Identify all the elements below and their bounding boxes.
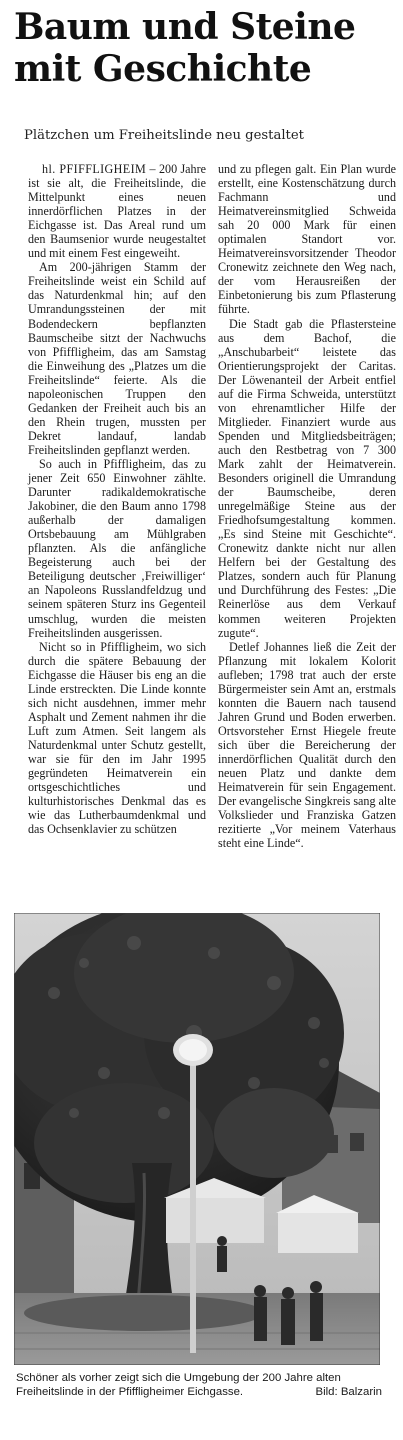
article-column-left — [28, 162, 206, 836]
photo-credit: Bild: Balzarin — [315, 1386, 382, 1398]
paragraph-3: So auch in Pfiffligheim, das zu jener Zeit 650 Einwohner zählte. Darunter radikaldemokratische Jakobiner, die den Baum anno 1798 außerhalb der damaligen Ortsbebauung am Mühlgraben pflanzten. Als die anfängliche Begeisterung auch bei der Beteiligung deutscher ‚Freiwilliger‘ an Napoleons Russlandfeldzug und seinem späteren Sturz ins Gegenteil umschlug, wurden die meisten Freiheitslinden ausgerissen. — [28, 456, 206, 640]
headline-line-2: mit Geschichte — [14, 48, 312, 90]
paragraph-5: und zu pflegen galt. Ein Plan wurde erstellt, eine Kostenschätzung durch Fachmann und Heimatvereinsmitglied Schweida sah 20 000 Mark für einen optimalen Standort vor. Heimatvereinsvorsitzender Theodor Cronewitz zeichnete den Weg nach, der vom Herausreißen der Einbetonierung bis zum Pflasterung führte. — [218, 162, 396, 317]
paragraph-1-text: – 200 Jahre ist sie alt, die Freiheitslinde, die Mittelpunkt eines neuen innerdörflichen Platzes in der Eichgasse ist. Das Areal rund um den Baumsenior wurde neugestaltet und mit einem Fest eingeweiht. — [28, 162, 206, 261]
caption-line-2: Freiheitslinde in der Pfiffligheimer Eichgasse. — [16, 1386, 244, 1398]
article-photo — [14, 913, 380, 1365]
article-column-right — [218, 162, 396, 850]
photo-caption — [16, 1371, 382, 1399]
paragraph-6: Die Stadt gab die Pflastersteine aus dem Bachof, die „Anschubarbeit“ leistete das Orientierungsprojekt der Caritas. Der Löwenanteil der Arbeit entfiel auf die Firma Schweida, unterstützt von ehrenamtlicher Hilfe der Mitglieder. Finanziert wurde aus Spenden und Mitgliedsbeiträgen; auch den Restbetrag von 7 300 Mark zahlt der Heimatverein. Besonders originell die Umrandung der Baumscheibe, deren unregelmäßige Steine aus der Friedhofsumgestaltung kommen. „Es sind Steine mit Geschichte“. Cronewitz dankte nicht nur allen Helfern bei der Gestaltung des Platzes, sondern auch für Planung und Durchführung des Festes: „Die Reinerlöse aus dem Verkauf kommen weiteren Projekten zugute“. — [218, 316, 396, 640]
paragraph-2: Am 200-jährigen Stamm der Freiheitslinde weist ein Schild auf das Naturdenkmal hin; auf den Umrandungssteinen der mit Bodendeckern bepflanzten Baumscheibe sitzt der Nachwuchs von Pfiffligheim, das am Samstag die Einweihung des „Platzes um die Freiheitslinde“ feierte. Als die napoleonischen Truppen den Gedanken der Freiheit auch bis an den Rhein trugen, mussten per Dekret landauf, landab Freiheitslinden gepflanzt werden. — [28, 260, 206, 457]
headline — [14, 6, 394, 90]
caption-line-1: Schöner als vorher zeigt sich die Umgebung der 200 Jahre alten — [16, 1372, 341, 1384]
dateline: hl. PFIFFLIGHEIM — [42, 162, 147, 176]
paragraph-7: Detlef Johannes ließ die Zeit der Pflanzung mit lokalem Kolorit aufleben; 1798 trat auch der erste Bürgermeister sein Amt an, erstmals konnten die Bauern nach tausend Jahren Grund und Boden erwerben. Ortsvorsteher Ernst Hiegele freute sich über die Bereicherung der innerdörflichen Qualität durch den neuen Platz und dankte dem Heimatverein für sein Engagement. Der evangelische Singkreis sang alte Volkslieder und Franziska Gatzen rezitierte „Vor meinem Vaterhaus steht eine Linde“. — [218, 639, 396, 851]
paragraph-4: Nicht so in Pfiffligheim, wo sich durch die spätere Bebauung der Eichgasse die Häuser bis eng an die Linde erstreckten. Die Linde konnte sich nicht ausdehnen, immer mehr Asphalt und Zement nahmen ihr die Luft zum Atmen. Seit langem als Naturdenkmal unter Schutz gestellt, war sie für den im Jahr 1995 gegründeten Heimatverein ein ortsgeschichtliches und kulturhistorisches Denkmal das es wie das Lutherbaumdenkmal und das Ochsenklavier zu schützen — [28, 639, 206, 837]
paragraph-1 — [28, 162, 206, 260]
headline-line-1: Baum und Steine — [14, 6, 356, 48]
linden-tree-photo — [14, 913, 380, 1365]
subheadline: Plätzchen um Freiheitslinde neu gestaltet — [24, 128, 304, 143]
